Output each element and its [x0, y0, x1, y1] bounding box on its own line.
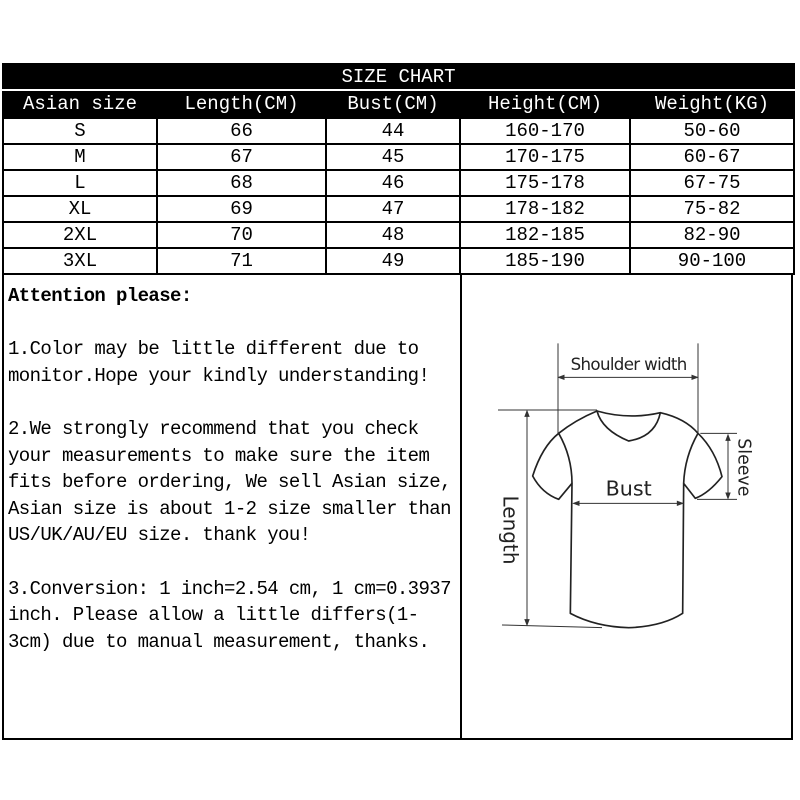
table-cell: 3XL [3, 248, 157, 274]
note-item: 2.We strongly recommend that you check your measurements to make sure the item fits before ordering, We sell Asian size, Asian size is about 1-2 size smaller than US/UK/AU/EU size. thank you! [8, 417, 451, 547]
header-row [3, 90, 794, 118]
length-label: Length [498, 495, 523, 565]
bust-label: Bust [605, 476, 652, 501]
table-cell: 175-178 [460, 170, 630, 196]
table-cell: 68 [157, 170, 326, 196]
table-cell: 48 [326, 222, 460, 248]
table-cell: 70 [157, 222, 326, 248]
table-cell: 50-60 [630, 118, 794, 144]
table-cell: S [3, 118, 157, 144]
table-row [3, 118, 794, 144]
table-row [3, 144, 794, 170]
column-header: Asian size [3, 90, 157, 118]
table-cell: 69 [157, 196, 326, 222]
table-cell: 170-175 [460, 144, 630, 170]
note-item: 3.Conversion: 1 inch=2.54 cm, 1 cm=0.3937 inch. Please allow a little differs(1-3cm) due to manual measurement, thanks. [8, 577, 451, 653]
table-cell: 66 [157, 118, 326, 144]
table-cell: 60-67 [630, 144, 794, 170]
table-row [3, 196, 794, 222]
table-cell: 67 [157, 144, 326, 170]
table-cell: 82-90 [630, 222, 794, 248]
tshirt-measurement-diagram [462, 330, 800, 640]
notes-heading: Attention please: [8, 285, 192, 307]
column-header: Height(CM) [460, 90, 630, 118]
table-cell: 75-82 [630, 196, 794, 222]
size-chart-title: SIZE CHART [3, 64, 794, 90]
column-header: Length(CM) [157, 90, 326, 118]
size-chart-table [2, 63, 795, 275]
table-cell: 178-182 [460, 196, 630, 222]
table-cell: 47 [326, 196, 460, 222]
shoulder-width-label: Shoulder width [570, 355, 687, 374]
attention-notes [8, 283, 460, 682]
table-row [3, 222, 794, 248]
column-header: Bust(CM) [326, 90, 460, 118]
note-item: 1.Color may be little different due to monitor.Hope your kindly understanding! [8, 338, 430, 387]
table-cell: 45 [326, 144, 460, 170]
table-cell: L [3, 170, 157, 196]
table-cell: 46 [326, 170, 460, 196]
table-cell: 67-75 [630, 170, 794, 196]
info-section [2, 273, 793, 740]
table-cell: 182-185 [460, 222, 630, 248]
size-chart-title-row [3, 64, 794, 90]
table-cell: 49 [326, 248, 460, 274]
sleeve-label: Sleeve [733, 438, 754, 497]
table-cell: 90-100 [630, 248, 794, 274]
column-header: Weight(KG) [630, 90, 794, 118]
table-row [3, 248, 794, 274]
table-cell: 160-170 [460, 118, 630, 144]
table-cell: 2XL [3, 222, 157, 248]
table-cell: 71 [157, 248, 326, 274]
table-row [3, 170, 794, 196]
table-cell: XL [3, 196, 157, 222]
table-cell: M [3, 144, 157, 170]
table-cell: 44 [326, 118, 460, 144]
table-cell: 185-190 [460, 248, 630, 274]
